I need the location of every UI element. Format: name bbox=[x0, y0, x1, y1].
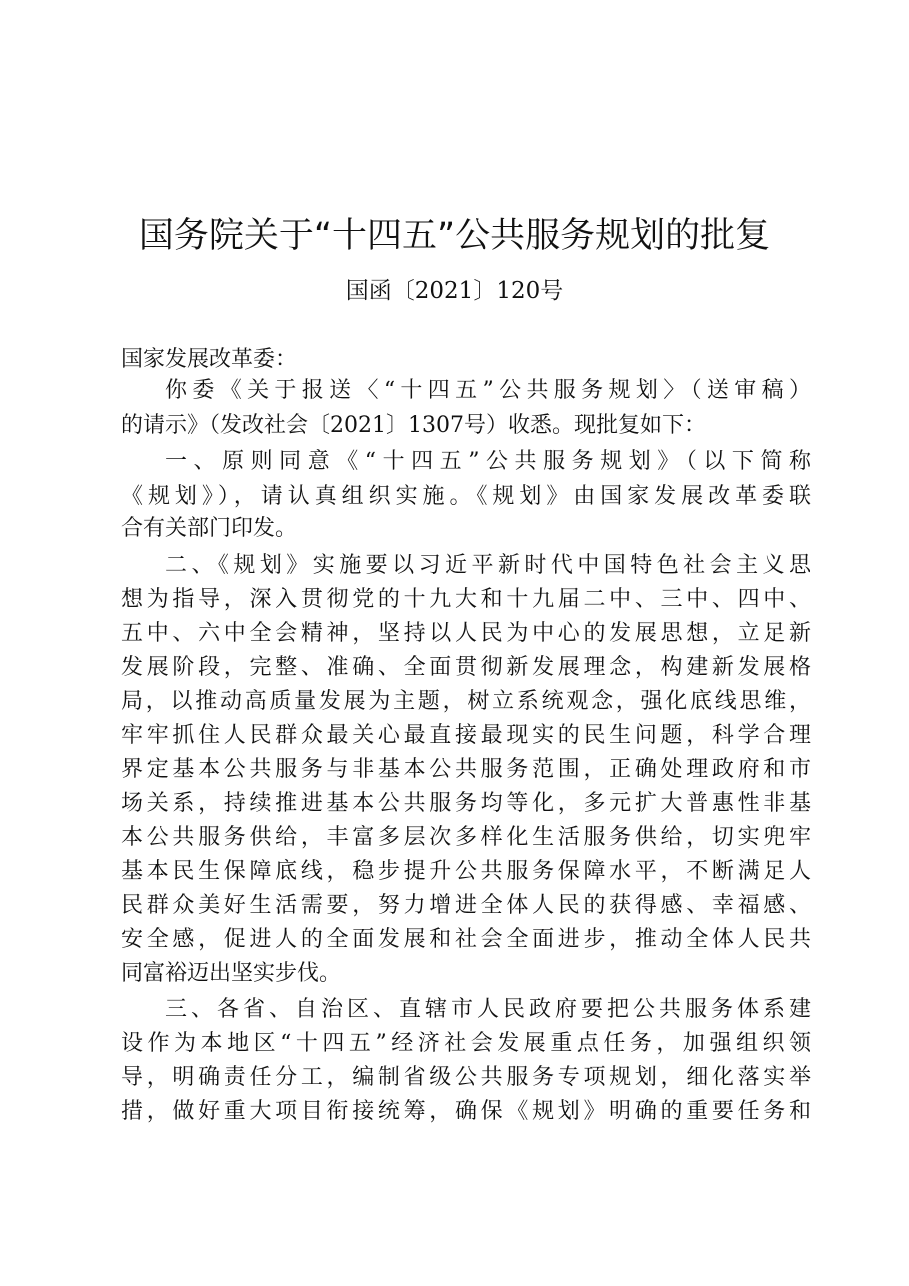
paragraph-line: 导，明确责任分工，编制省级公共服务专项规划，细化落实举 bbox=[121, 1065, 811, 1090]
paragraph-line: 五中、六中全会精神，坚持以人民为中心的发展思想，立足新 bbox=[121, 621, 811, 646]
paragraph-line: 民群众美好生活需要，努力增进全体人民的获得感、幸福感、 bbox=[121, 893, 811, 918]
paragraph-line: 界定基本公共服务与非基本公共服务范围，正确处理政府和市 bbox=[121, 757, 811, 782]
paragraph-line: 想为指导，深入贯彻党的十九大和十九届二中、三中、四中、 bbox=[121, 587, 811, 612]
paragraph-line: 三、各省、自治区、直辖市人民政府要把公共服务体系建 bbox=[165, 997, 811, 1022]
paragraph-line: 你委《关于报送〈“十四五”公共服务规划〉（送审稿） bbox=[165, 378, 811, 403]
paragraph-line: 安全感，促进人的全面发展和社会全面进步，推动全体人民共 bbox=[121, 927, 811, 952]
paragraph-line: 措，做好重大项目衔接统筹，确保《规划》明确的重要任务和 bbox=[121, 1099, 811, 1124]
paragraph-line: 局，以推动高质量发展为主题，树立系统观念，强化底线思维， bbox=[121, 689, 811, 714]
paragraph-line: 的请示》（发改社会〔2021〕1307号）收悉。现批复如下： bbox=[121, 413, 706, 438]
paragraph-line: 本公共服务供给，丰富多层次多样化生活服务供给，切实兜牢 bbox=[121, 825, 811, 850]
paragraph-line: 基本民生保障底线，稳步提升公共服务保障水平，不断满足人 bbox=[121, 859, 811, 884]
paragraph-line: 同富裕迈出坚实步伐。 bbox=[121, 961, 342, 986]
paragraph-line: 牢牢抓住人民群众最关心最直接最现实的民生问题，科学合理 bbox=[121, 723, 811, 748]
document-number: 国函〔2021〕120号 bbox=[345, 278, 564, 304]
paragraph-line: 场关系，持续推进基本公共服务均等化，多元扩大普惠性非基 bbox=[121, 791, 811, 816]
paragraph-line: 《规划》），请认真组织实施。《规划》由国家发展改革委联 bbox=[121, 484, 811, 509]
paragraph-line: 一、原则同意《“十四五”公共服务规划》（以下简称 bbox=[165, 449, 811, 474]
paragraph-line: 二、《规划》实施要以习近平新时代中国特色社会主义思 bbox=[165, 553, 811, 578]
salutation: 国家发展改革委： bbox=[121, 347, 298, 372]
paragraph-line: 发展阶段，完整、准确、全面贯彻新发展理念，构建新发展格 bbox=[121, 655, 811, 680]
paragraph-line: 合有关部门印发。 bbox=[121, 516, 298, 541]
paragraph-line: 设作为本地区“十四五”经济社会发展重点任务，加强组织领 bbox=[121, 1031, 811, 1056]
document-title: 国务院关于“十四五”公共服务规划的批复 bbox=[138, 216, 771, 256]
